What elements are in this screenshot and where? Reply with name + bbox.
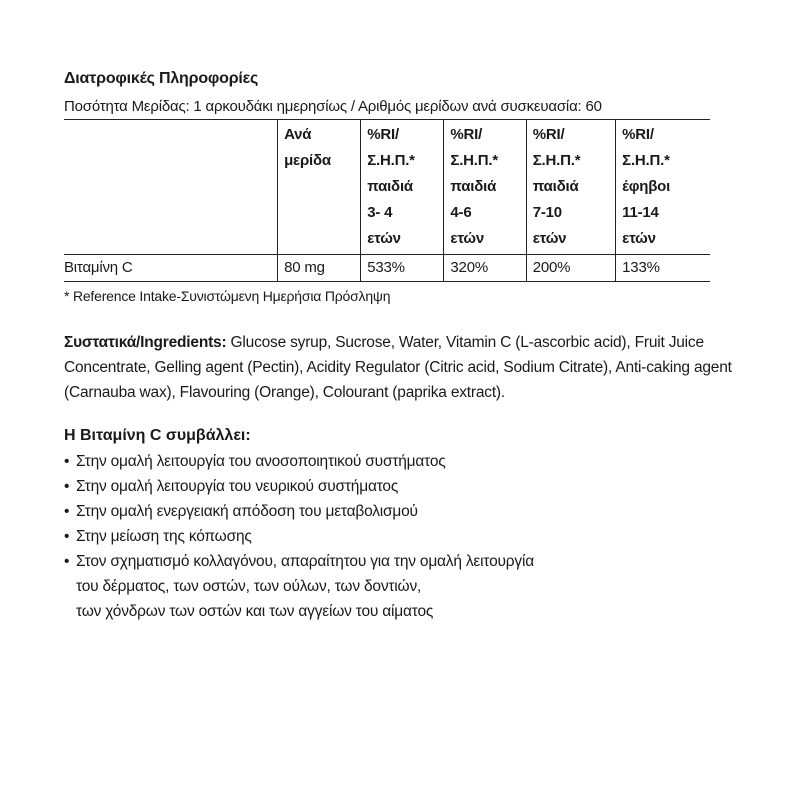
table-header-ri-teens-11-14: %RI/ Σ.Η.Π.* έφηβοι 11-14 ετών <box>616 120 710 255</box>
list-item: • Στην μείωση της κόπωσης <box>64 524 744 549</box>
list-item: • Στον σχηματισμό κολλαγόνου, απαραίτητου για την ομαλή λειτουργία του δέρματος, των οστών, των ούλων, των δοντιών, των χόνδρων των οστών και των αγγείων του αίματος <box>64 549 744 624</box>
nutrition-table <box>64 120 710 282</box>
table-row <box>64 255 710 282</box>
list-item: • Στην ομαλή λειτουργία του ανοσοποιητικού συστήματος <box>64 449 744 474</box>
benefits-title: Η Βιταμίνη C συμβάλλει: <box>64 427 251 444</box>
serving-info: Ποσότητα Μερίδας: 1 αρκουδάκι ημερησίως / Αριθμός μερίδων ανά συσκευασία: 60 <box>64 98 710 120</box>
table-header-ri-children-3-4: %RI/ Σ.Η.Π.* παιδιά 3- 4 ετών <box>361 120 444 255</box>
bullet-icon: • <box>64 453 70 470</box>
ri-children-3-4-value: 533% <box>361 255 444 282</box>
nutrient-name: Βιταμίνη C <box>64 255 278 282</box>
benefits-list <box>64 449 744 624</box>
table-header-ri-children-4-6: %RI/ Σ.Η.Π.* παιδιά 4-6 ετών <box>444 120 526 255</box>
bullet-icon: • <box>64 503 70 520</box>
ri-teens-11-14-value: 133% <box>616 255 710 282</box>
ri-children-7-10-value: 200% <box>526 255 615 282</box>
list-item: • Στην ομαλή λειτουργία του νευρικού συστήματος <box>64 474 744 499</box>
footnote: * Reference Intake-Συνιστώμενη Ημερήσια Πρόσληψη <box>64 288 391 304</box>
list-item: • Στην ομαλή ενεργειακή απόδοση του μεταβολισμού <box>64 499 744 524</box>
ri-children-4-6-value: 320% <box>444 255 526 282</box>
amount-per-serving: 80 mg <box>278 255 361 282</box>
table-header-empty <box>64 120 278 255</box>
table-header-row <box>64 120 710 255</box>
bullet-icon: • <box>64 528 70 545</box>
nutrition-label <box>64 70 744 624</box>
bullet-icon: • <box>64 553 70 570</box>
ingredients <box>64 330 744 405</box>
page-title: Διατροφικές Πληροφορίες <box>64 70 259 87</box>
table-header-per-serving: Ανά μερίδα <box>278 120 361 255</box>
table-header-ri-children-7-10: %RI/ Σ.Η.Π.* παιδιά 7-10 ετών <box>526 120 615 255</box>
ingredients-text: Glucose syrup, Sucrose, Water, Vitamin C (L-ascorbic acid), Fruit Juice Concentrate, Gelling agent (Pectin), Acidity Regulator (Citric acid, Sodium Citrate), Anti-caking agent (Carnauba wax), Flavouring (Orange), Colourant (paprika extract). <box>64 334 732 401</box>
ingredients-label: Συστατικά/Ingredients: <box>64 334 227 351</box>
bullet-icon: • <box>64 478 70 495</box>
